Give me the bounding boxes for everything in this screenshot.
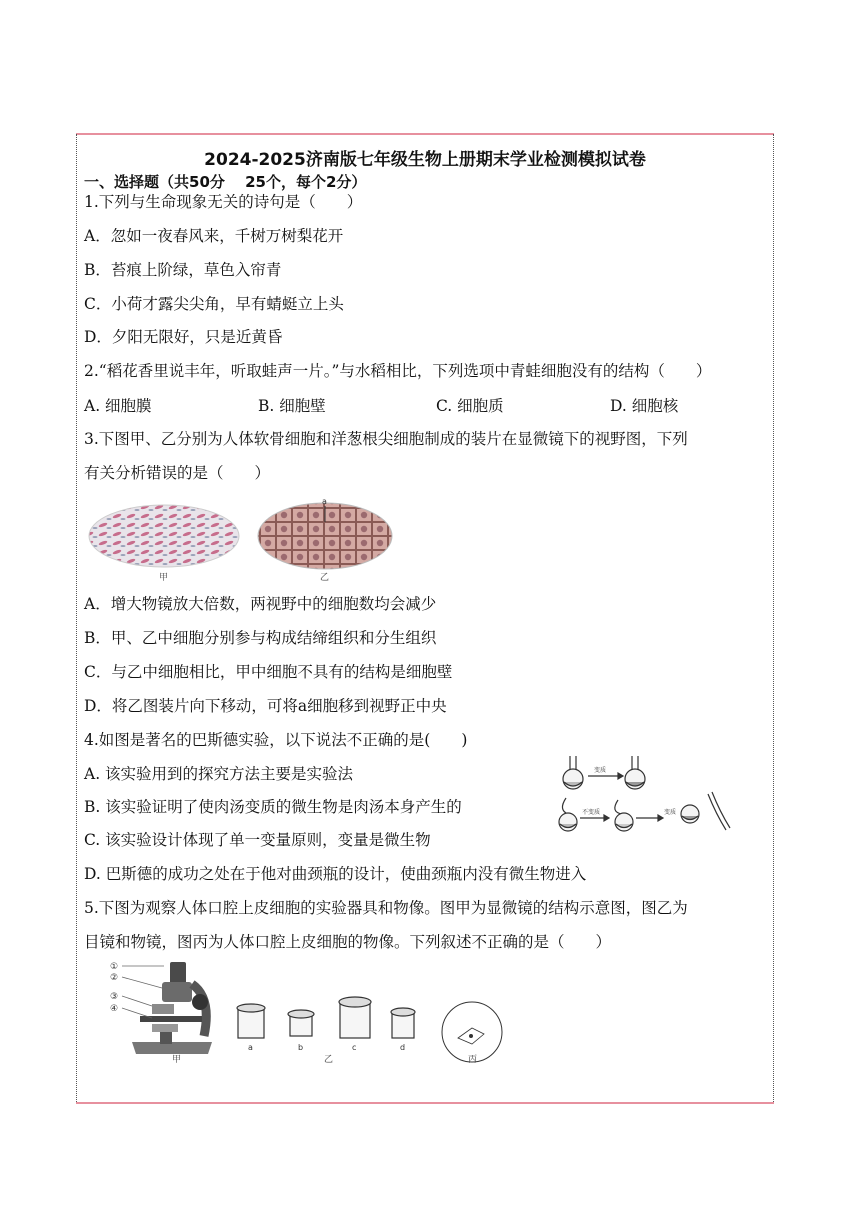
q3-figure	[84, 494, 414, 584]
q3-stem-line2: 有关分析错误的是（ ）	[84, 464, 271, 482]
q3-figure-label-jia: 甲	[159, 573, 169, 583]
q3-figure-mark: a	[322, 497, 327, 506]
q5-label-bing: 丙	[468, 1055, 478, 1065]
q5-stem-line2: 目镜和物镜，图丙为人体口腔上皮细胞的物像。下列叙述不正确的是（ ）	[84, 933, 612, 951]
q4-pasteur-figure	[552, 752, 742, 836]
q2-option-d: D. 细胞核	[610, 397, 679, 415]
q1-option-a: A．忽如一夜春风来，千树万树梨花开	[84, 227, 344, 245]
q3-figure-label-yi: 乙	[320, 573, 330, 583]
exam-title: 2024-2025济南版七年级生物上册期末学业检测模拟试卷	[204, 150, 646, 170]
q1-stem: 1.下列与生命现象无关的诗句是（ ）	[84, 193, 363, 211]
q2-option-b: B. 细胞壁	[258, 397, 326, 415]
q2-stem: 2.“稻花香里说丰年，听取蛙声一片。”与水稻相比，下列选项中青蛙细胞没有的结构（ ）	[84, 362, 712, 380]
q4-option-c: C. 该实验设计体现了单一变量原则，变量是微生物	[84, 831, 431, 849]
q2-option-a: A. 细胞膜	[84, 397, 152, 415]
q5-lens-c: c	[352, 1043, 357, 1052]
q5-label-yi: 乙	[324, 1055, 334, 1065]
bottom-rule	[76, 1102, 774, 1104]
q1-option-c: C．小荷才露尖尖角，早有蜻蜓立上头	[84, 295, 344, 313]
q3-option-b: B．甲、乙中细胞分别参与构成结缔组织和分生组织	[84, 629, 437, 647]
q1-option-b: B．苔痕上阶绿，草色入帘青	[84, 261, 282, 279]
q4-figure-text-2: 不变质	[582, 809, 601, 816]
q3-option-d: D．将乙图装片向下移动，可将a细胞移到视野正中央	[84, 697, 447, 715]
q5-label-4: ④	[110, 1004, 119, 1014]
q3-option-a: A．增大物镜放大倍数，两视野中的细胞数均会减少	[84, 595, 437, 613]
q5-lens-d: d	[400, 1043, 406, 1052]
q5-figure	[100, 958, 520, 1068]
q5-label-2: ②	[110, 973, 119, 983]
q4-option-d: D. 巴斯德的成功之处在于他对曲颈瓶的设计，使曲颈瓶内没有微生物进入	[84, 865, 587, 883]
q3-option-c: C．与乙中细胞相比，甲中细胞不具有的结构是细胞壁	[84, 663, 453, 681]
q5-stem-line1: 5.下图为观察人体口腔上皮细胞的实验器具和物像。图甲为显微镜的结构示意图，图乙为	[84, 899, 688, 917]
q4-option-a: A. 该实验用到的探究方法主要是实验法	[84, 765, 354, 783]
q5-label-3: ③	[110, 992, 119, 1002]
q4-stem: 4.如图是著名的巴斯德实验，以下说法不正确的是( )	[84, 731, 468, 749]
q1-option-d: D．夕阳无限好，只是近黄昏	[84, 328, 283, 346]
microscope-diagram	[122, 962, 212, 1054]
q2-option-c: C. 细胞质	[436, 397, 504, 415]
q5-label-jia: 甲	[172, 1055, 182, 1065]
q3-stem-line1: 3.下图甲、乙分别为人体软骨细胞和洋葱根尖细胞制成的装片在显微镜下的视野图，下列	[84, 430, 688, 448]
section-heading: 一、选择题（共50分 25个，每个2分）	[84, 173, 367, 191]
q4-figure-text-3: 变质	[664, 809, 677, 816]
q5-lens-a: a	[248, 1043, 253, 1052]
cartilage-cell-view	[89, 505, 239, 567]
q5-label-1: ①	[110, 962, 119, 972]
q5-lens-b: b	[298, 1043, 304, 1052]
q4-figure-text-1: 变质	[594, 767, 607, 774]
q4-option-b: B. 该实验证明了使肉汤变质的微生物是肉汤本身产生的	[84, 798, 462, 816]
